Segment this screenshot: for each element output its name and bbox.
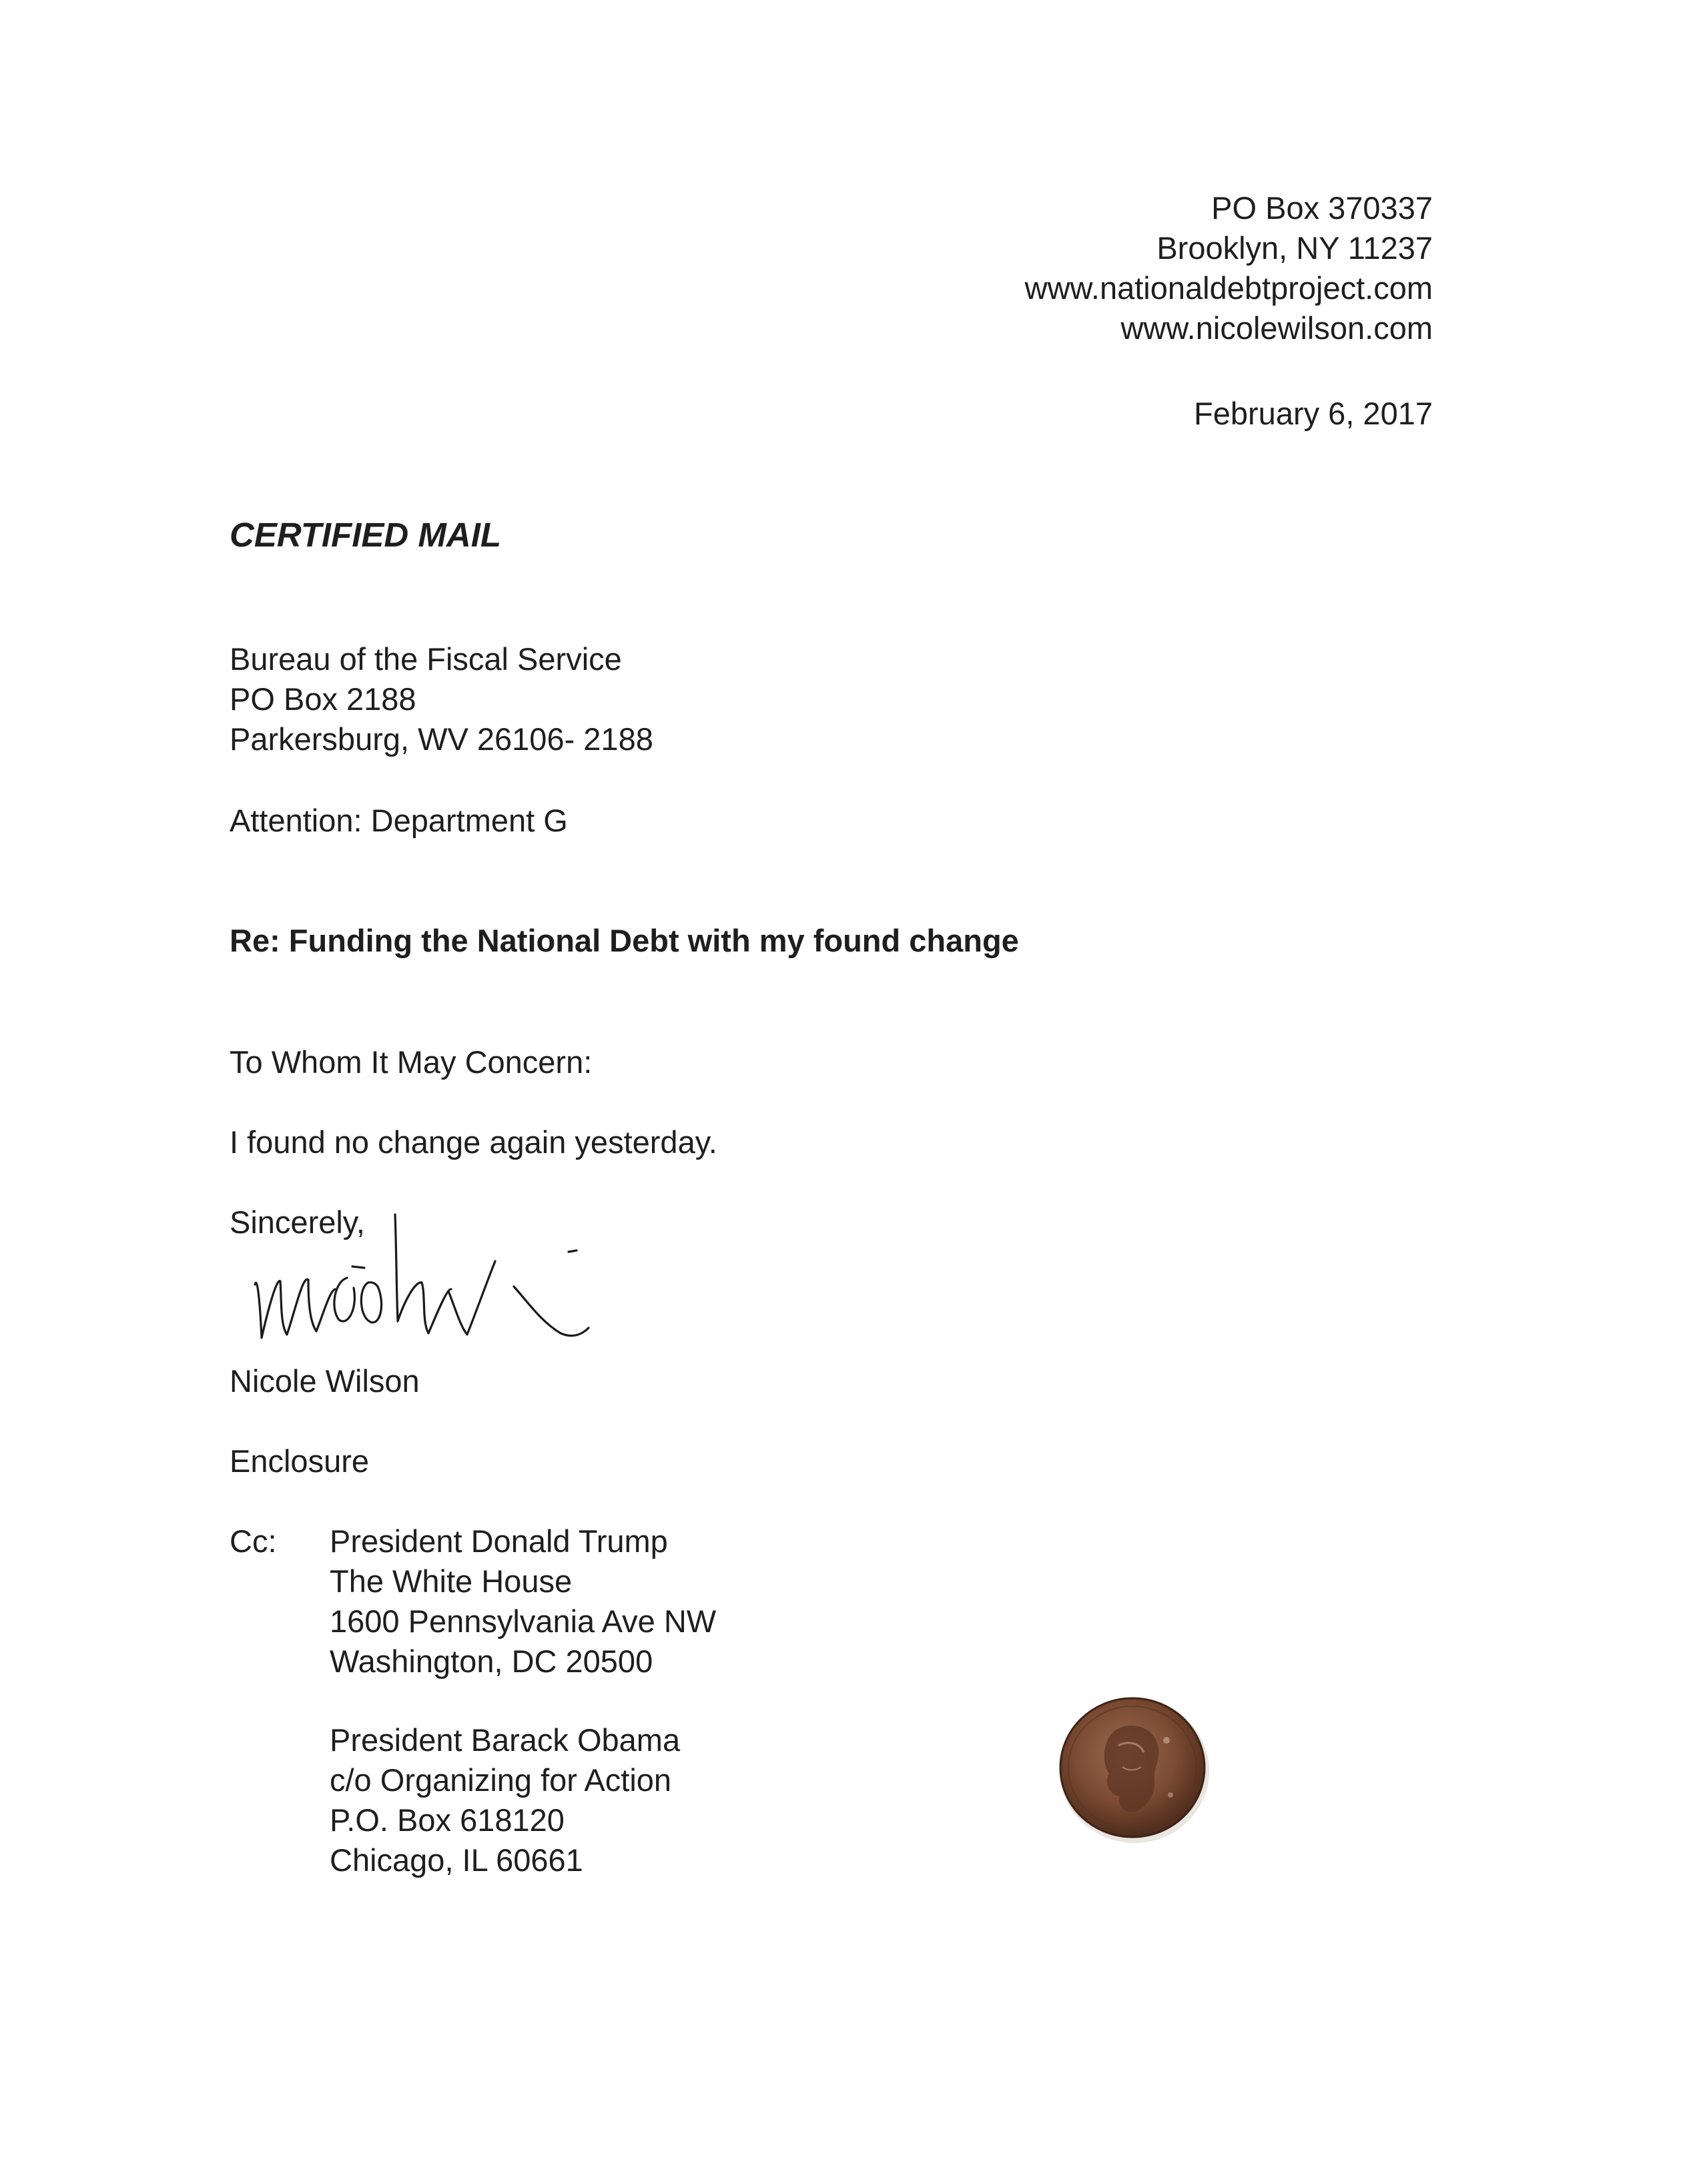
cc-recipient-org: The White House: [330, 1563, 573, 1599]
cc-recipient-name: President Donald Trump: [330, 1523, 668, 1559]
cc-label: Cc:: [230, 1523, 277, 1559]
enclosure-note: Enclosure: [230, 1443, 369, 1479]
closing: Sincerely,: [230, 1204, 365, 1240]
cc-recipient-org: c/o Organizing for Action: [330, 1762, 672, 1798]
signature-image: [247, 1208, 634, 1355]
penny-coin-image: [1053, 1688, 1212, 1847]
cc-recipient-street: 1600 Pennsylvania Ave NW: [330, 1603, 717, 1639]
cc-recipient-obama: [330, 1720, 680, 1880]
sender-website-2: www.nicolewilson.com: [1120, 310, 1433, 346]
certified-mail-heading: CERTIFIED MAIL: [230, 516, 502, 554]
sender-website-1: www.nationaldebtproject.com: [1024, 270, 1433, 306]
recipient-address: [230, 639, 653, 759]
attention-line: Attention: Department G: [230, 803, 568, 838]
cc-recipient-city: Washington, DC 20500: [330, 1644, 653, 1679]
recipient-name: Bureau of the Fiscal Service: [230, 641, 622, 677]
subject-line: Re: Funding the National Debt with my found change: [230, 923, 1019, 958]
cc-recipient-name: President Barack Obama: [330, 1722, 681, 1758]
salutation: To Whom It May Concern:: [230, 1044, 593, 1080]
cc-recipient-trump: [330, 1521, 716, 1682]
recipient-po-box: PO Box 2188: [230, 681, 416, 717]
signer-name: Nicole Wilson: [230, 1363, 420, 1399]
sender-city: Brooklyn, NY 11237: [1156, 230, 1433, 266]
recipient-city: Parkersburg, WV 26106- 2188: [230, 721, 653, 757]
cc-recipient-city: Chicago, IL 60661: [330, 1842, 583, 1878]
letter-body: I found no change again yesterday.: [230, 1124, 717, 1160]
sender-po-box: PO Box 370337: [1211, 190, 1433, 226]
cc-recipient-street: P.O. Box 618120: [330, 1802, 565, 1838]
letter-date: February 6, 2017: [1194, 396, 1433, 431]
sender-address: [1025, 188, 1433, 348]
